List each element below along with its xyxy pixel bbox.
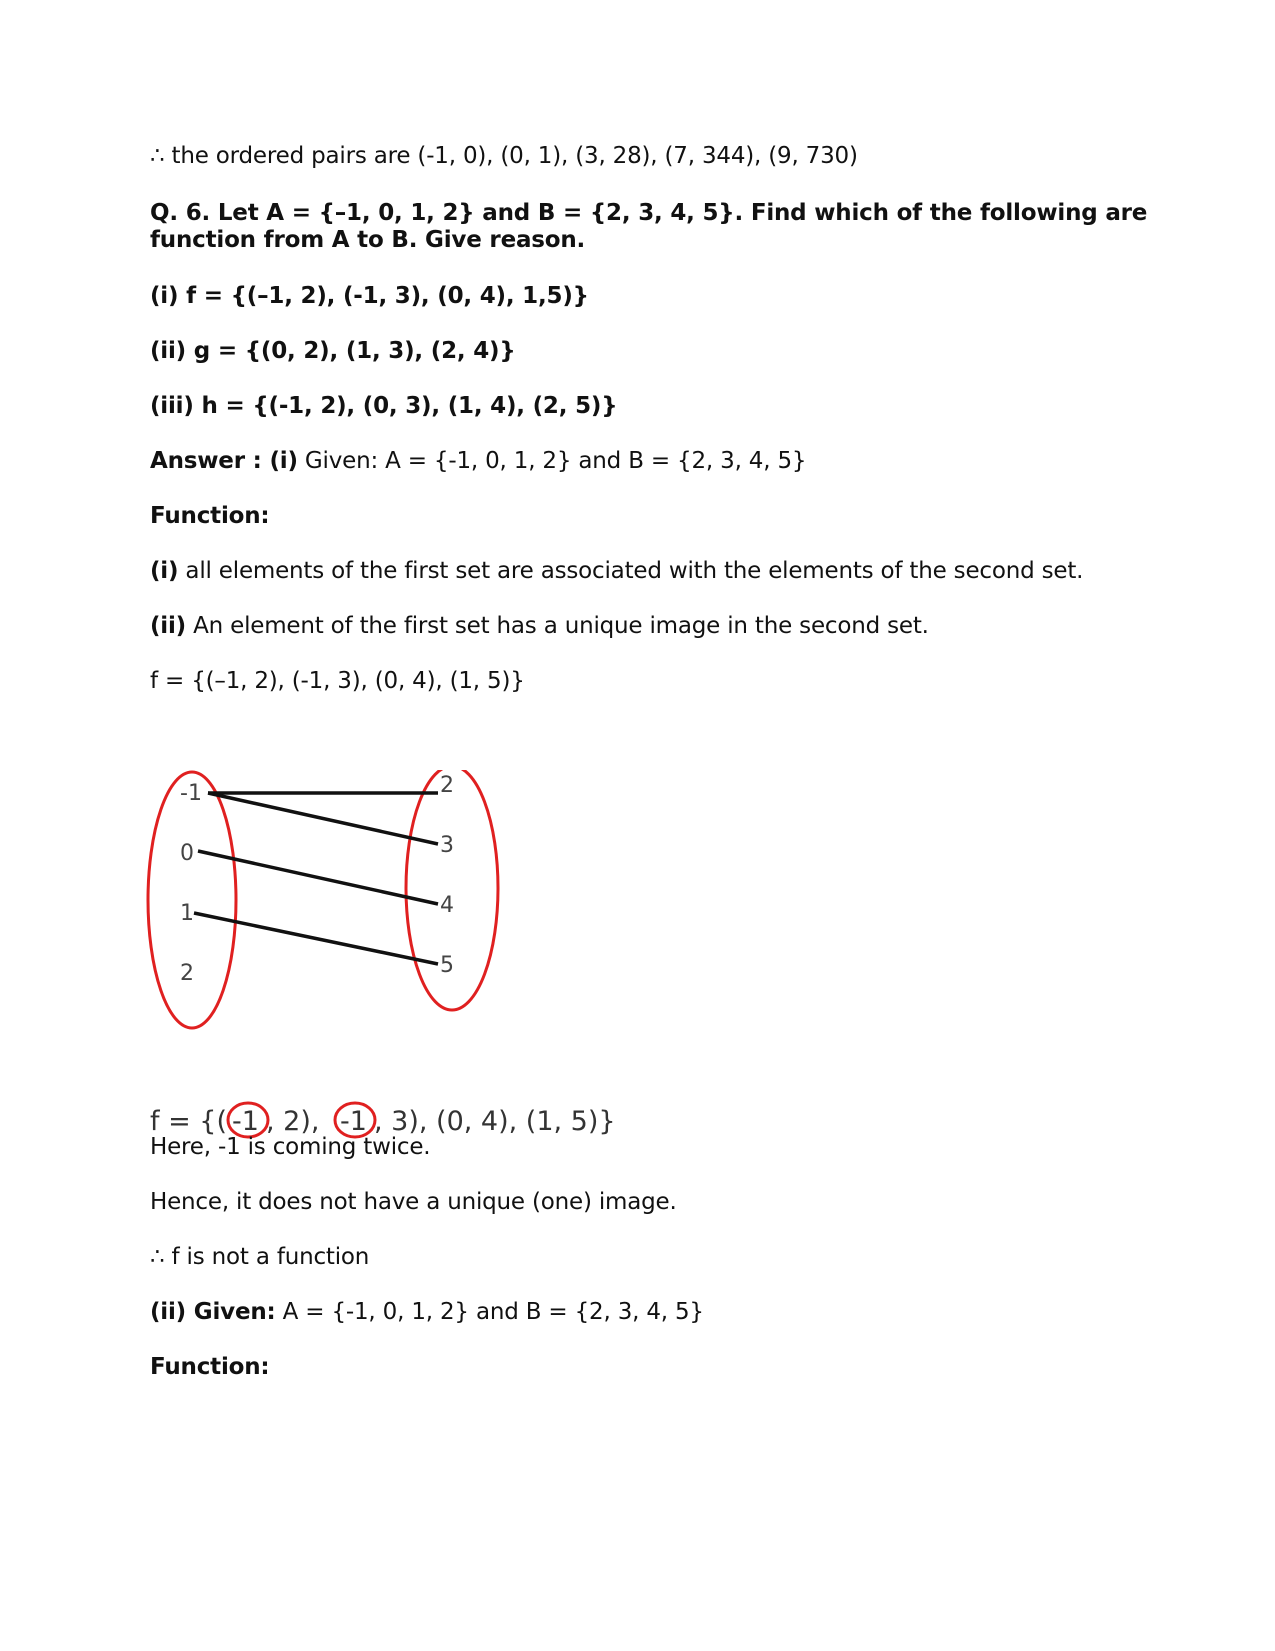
condition-ii-text: An element of the first set has a unique image in the second set. bbox=[186, 613, 929, 639]
equation-item1: -1 bbox=[232, 1106, 259, 1137]
equation-mid1: , 2), bbox=[266, 1106, 329, 1137]
part-ii-text: A = {-1, 0, 1, 2} and B = {2, 3, 4, 5} bbox=[275, 1299, 704, 1325]
f-definition: f = {(–1, 2), (-1, 3), (0, 4), (1, 5)} bbox=[150, 668, 525, 694]
condition-i bbox=[150, 557, 1083, 585]
question-6-line2: function from A to B. Give reason. bbox=[150, 227, 586, 253]
set-b-label-1: 2 bbox=[440, 773, 454, 798]
function-heading-2: Function: bbox=[150, 1354, 270, 1380]
answer-label: Answer : (i) bbox=[150, 448, 298, 474]
set-a-label-2: 0 bbox=[180, 841, 194, 866]
function-heading: Function: bbox=[150, 503, 270, 529]
question-part-i: (i) f = {(–1, 2), (-1, 3), (0, 4), 1,5)} bbox=[150, 283, 589, 309]
answer-line bbox=[150, 447, 806, 475]
part-ii-label: (ii) Given: bbox=[150, 1299, 276, 1325]
set-b-label-4: 5 bbox=[440, 953, 454, 978]
arrow-minus1-to-3 bbox=[208, 793, 438, 844]
set-a-label-4: 2 bbox=[180, 961, 194, 986]
set-a-label-3: 1 bbox=[180, 901, 194, 926]
condition-ii bbox=[150, 612, 929, 640]
conclusion-line: ∴ f is not a function bbox=[150, 1244, 370, 1270]
condition-i-text: all elements of the first set are associated with the elements of the second set. bbox=[178, 558, 1084, 584]
set-a-label-1: -1 bbox=[180, 781, 202, 806]
part-ii-given bbox=[150, 1298, 704, 1326]
ordered-pairs-line: ∴ the ordered pairs are (-1, 0), (0, 1), (3, 28), (7, 344), (9, 730) bbox=[150, 143, 858, 169]
here-line: Here, -1 is coming twice. bbox=[150, 1134, 431, 1160]
condition-i-label: (i) bbox=[150, 558, 179, 584]
condition-ii-label: (ii) bbox=[150, 613, 186, 639]
answer-text: Given: A = {-1, 0, 1, 2} and B = {2, 3, 4, 5} bbox=[297, 448, 807, 474]
question-part-iii: (iii) h = {(-1, 2), (0, 3), (1, 4), (2, 5)} bbox=[150, 393, 618, 419]
question-6-line1: Q. 6. Let A = {–1, 0, 1, 2} and B = {2, 3, 4, 5}. Find which of the following are bbox=[150, 200, 1148, 226]
set-b-label-3: 4 bbox=[440, 893, 454, 918]
set-a-oval bbox=[148, 772, 236, 1028]
equation-rest: , 3), (0, 4), (1, 5)} bbox=[374, 1106, 616, 1137]
equation-item2: -1 bbox=[340, 1106, 367, 1137]
hence-line: Hence, it does not have a unique (one) image. bbox=[150, 1189, 677, 1215]
set-b-label-2: 3 bbox=[440, 833, 454, 858]
question-part-ii: (ii) g = {(0, 2), (1, 3), (2, 4)} bbox=[150, 338, 516, 364]
mapping-diagram bbox=[140, 770, 530, 1050]
equation-prefix: f = {( bbox=[150, 1106, 228, 1137]
